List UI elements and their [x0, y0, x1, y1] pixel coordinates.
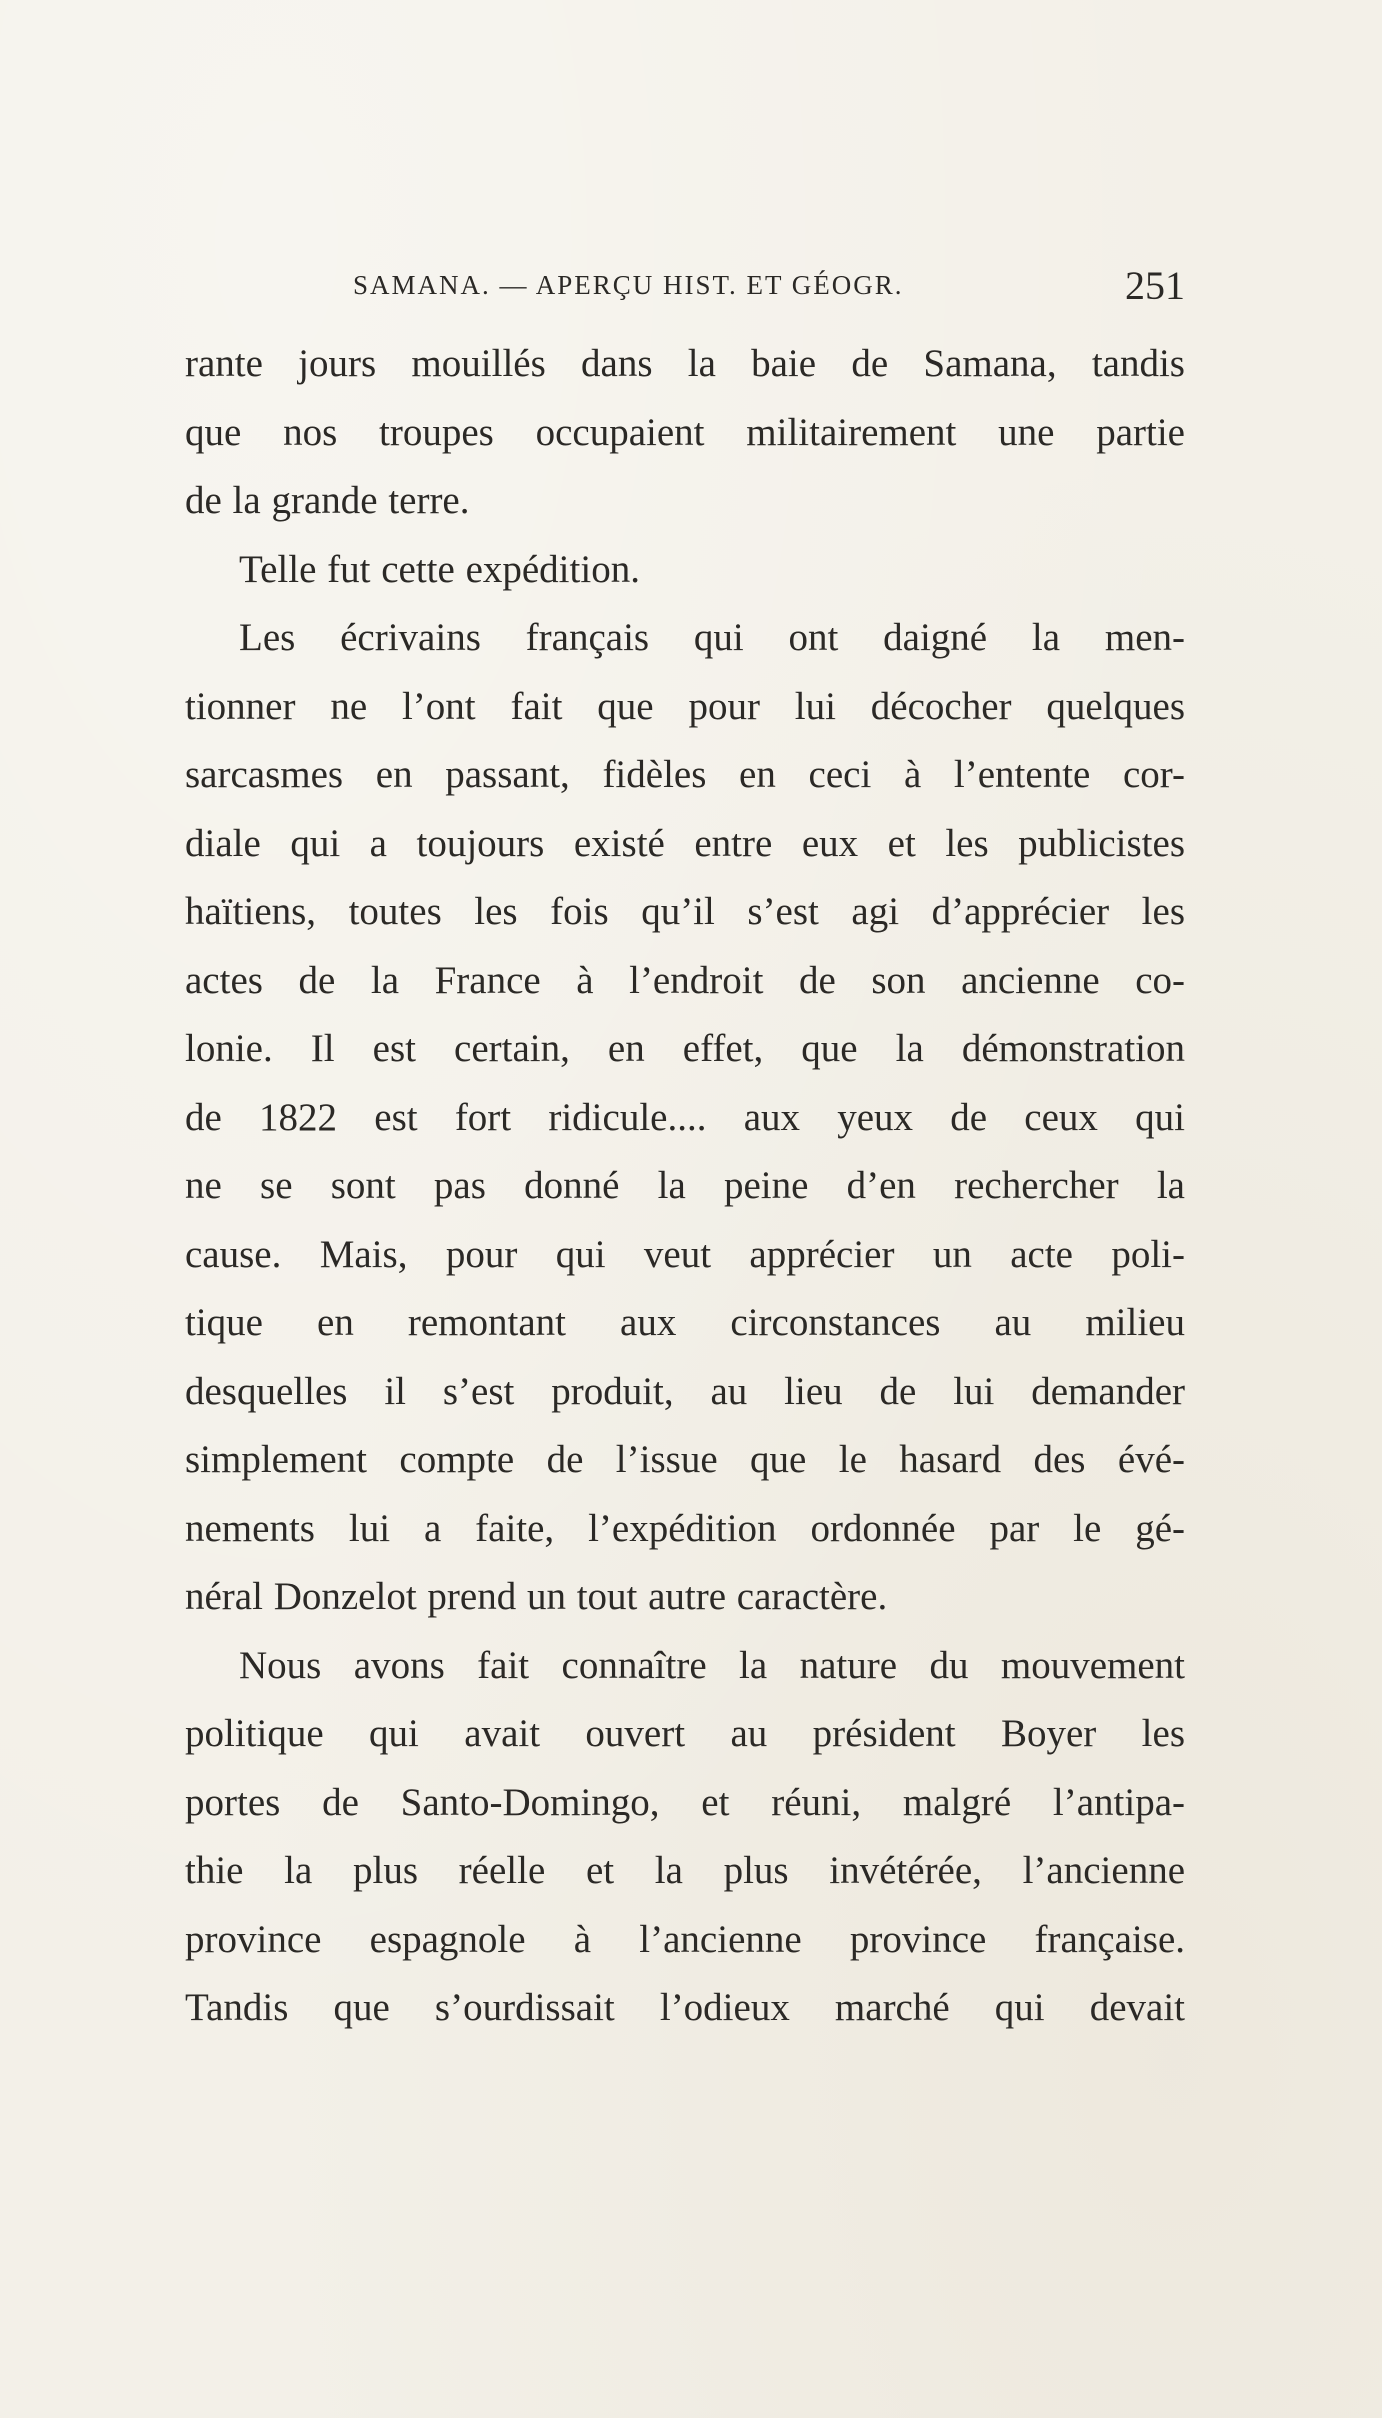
text-line: tique en remontant aux circonstances au milieu: [185, 1301, 1185, 1344]
text-line: de 1822 est fort ridicule.... aux yeux de ceux qui: [185, 1095, 1185, 1139]
text-line: province espagnole à l’ancienne province française.: [185, 1917, 1185, 1961]
text-line: sarcasmes en passant, fidèles en ceci à l’entente cor-: [185, 753, 1185, 796]
text-line: thie la plus réelle et la plus invétérée, l’ancienne: [185, 1849, 1185, 1892]
text-line: de la grande terre.: [185, 479, 470, 522]
text-line: Nous avons fait connaître la nature du mouvement: [239, 1643, 1185, 1687]
body-text: [185, 330, 1185, 2043]
text-line: actes de la France à l’endroit de son ancienne co-: [185, 958, 1185, 1002]
text-line: haïtiens, toutes les fois qu’il s’est agi d’apprécier les: [185, 890, 1185, 933]
text-line: rante jours mouillés dans la baie de Samana, tandis: [185, 342, 1185, 385]
page-header: [185, 262, 1185, 312]
text-line: Les écrivains français qui ont daigné la men-: [239, 616, 1185, 659]
running-head: SAMANA. — APERÇU HIST. ET GÉOGR.: [353, 270, 904, 300]
text-line: tionner ne l’ont fait que pour lui décocher quelques: [185, 684, 1185, 728]
page-number: 251: [1125, 263, 1185, 308]
text-line: simplement compte de l’issue que le hasard des évé-: [185, 1438, 1185, 1481]
text-line: Telle fut cette expédition.: [239, 547, 640, 591]
text-line: portes de Santo-Domingo, et réuni, malgré l’antipa-: [185, 1780, 1185, 1824]
text-line: diale qui a toujours existé entre eux et les publicistes: [185, 821, 1185, 865]
text-line: ne se sont pas donné la peine d’en rechercher la: [185, 1164, 1185, 1207]
text-line: desquelles il s’est produit, au lieu de lui demander: [185, 1369, 1185, 1413]
text-line: néral Donzelot prend un tout autre caractère.: [185, 1575, 888, 1618]
text-line: Tandis que s’ourdissait l’odieux marché qui devait: [185, 1986, 1185, 2029]
text-line: nements lui a faite, l’expédition ordonnée par le gé-: [185, 1506, 1185, 1550]
text-line: politique qui avait ouvert au président Boyer les: [185, 1712, 1185, 1755]
text-line: lonie. Il est certain, en effet, que la démonstration: [185, 1027, 1185, 1070]
text-line: que nos troupes occupaient militairement une partie: [185, 410, 1185, 454]
text-line: cause. Mais, pour qui veut apprécier un acte poli-: [185, 1232, 1185, 1276]
